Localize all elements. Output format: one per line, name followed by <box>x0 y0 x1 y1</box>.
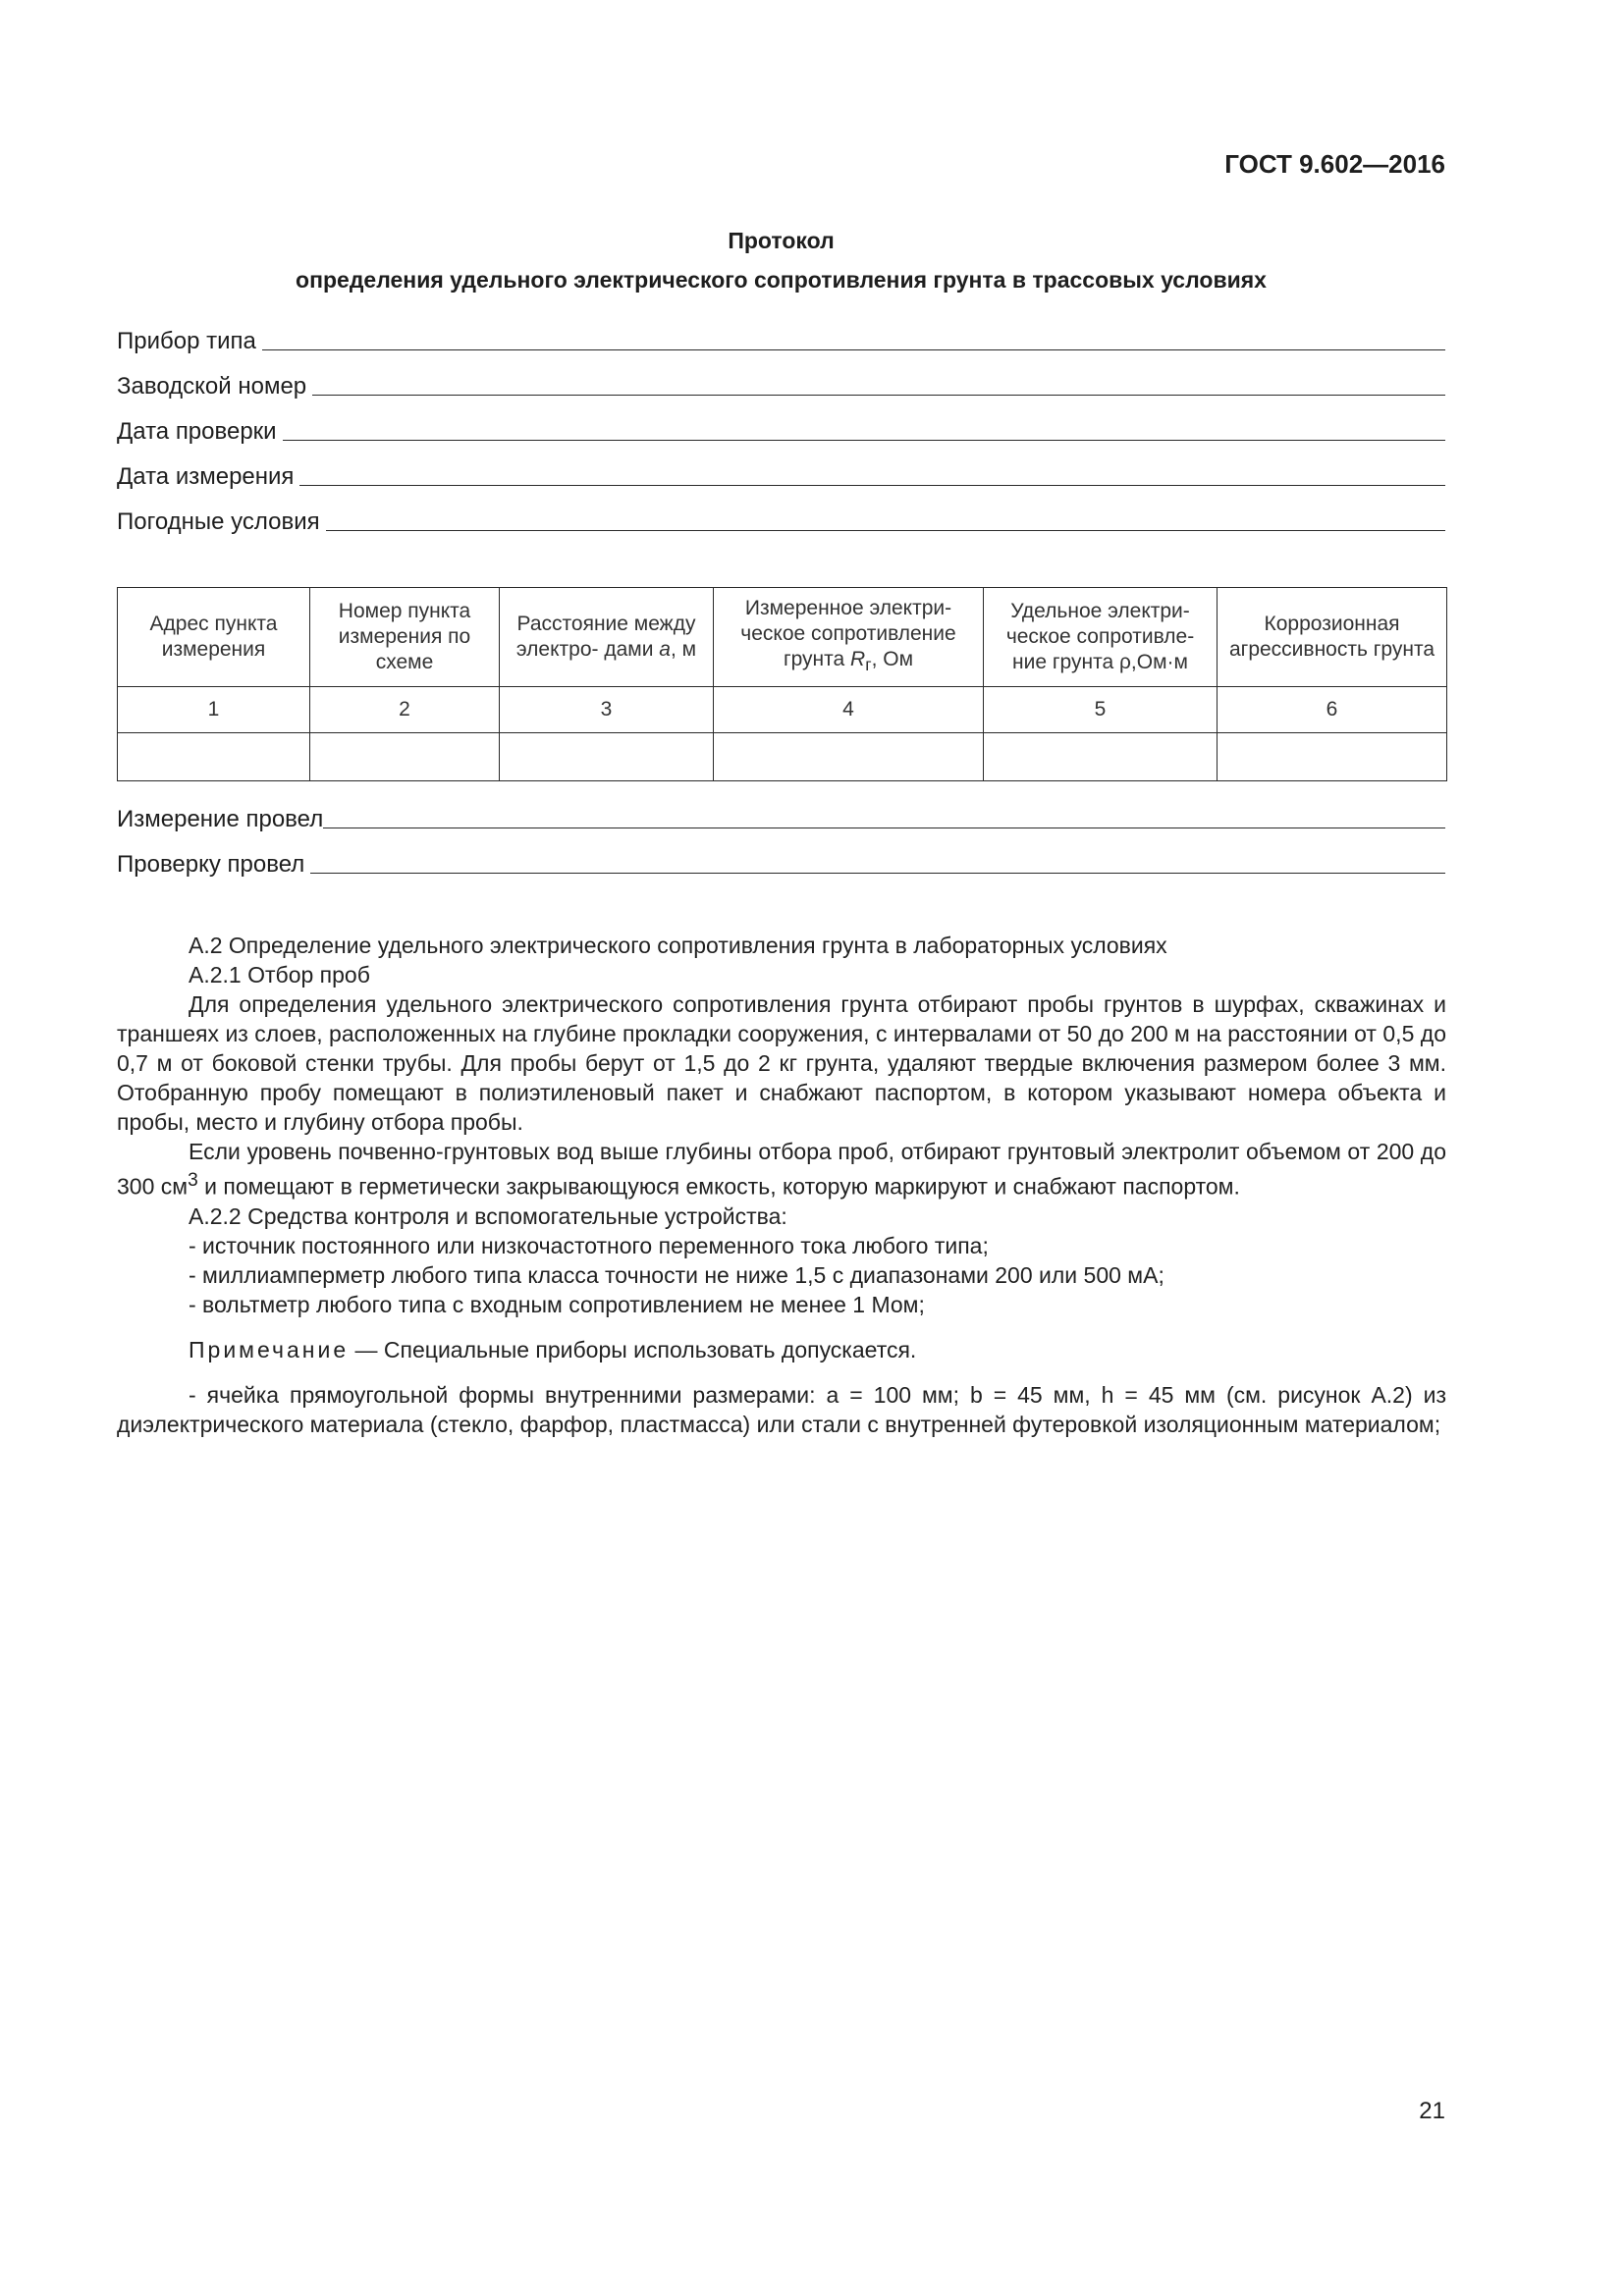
field-check-date <box>117 414 1445 459</box>
field-measure-date <box>117 459 1445 505</box>
field-weather <box>117 505 1445 550</box>
table-cell <box>310 733 500 781</box>
col-number: 2 <box>310 687 500 733</box>
table-cell <box>500 733 714 781</box>
standard-code: ГОСТ 9.602—2016 <box>1224 149 1445 179</box>
table-cell <box>714 733 984 781</box>
col-header-point-number: Номер пункта измерения по схеме <box>310 588 500 687</box>
field-label: Прибор типа <box>117 328 256 354</box>
col-header-measured-resistance: Измеренное электри- ческое сопротивление грунта $R_г$, Ом <box>714 588 984 687</box>
field-label: Дата проверки <box>117 418 277 445</box>
col-number: 5 <box>984 687 1218 733</box>
table-row <box>118 733 1447 781</box>
field-label: Заводской номер <box>117 373 307 400</box>
field-label: Погодные условия <box>117 508 320 535</box>
col-header-distance: Расстояние между электро- дами a, м <box>500 588 714 687</box>
col-number: 1 <box>118 687 310 733</box>
body-text <box>117 931 1446 1439</box>
field-device-type <box>117 324 1445 369</box>
fill-line <box>299 461 1445 486</box>
section-heading: А.2 Определение удельного электрического сопротивления грунта в лабораторных условиях <box>189 933 1167 958</box>
fill-line <box>310 849 1445 874</box>
list-item: - ячейка прямоугольной формы внутренними размерами: а = 100 мм; b = 45 мм, h = 45 мм (см. рисунок А.2) из диэлектрического материала (стекло, фарфор, пластмасса) или стали с внутренней футеровкой изоляционным материалом; <box>117 1381 1446 1437</box>
subsection-heading: А.2.1 Отбор проб <box>189 962 370 988</box>
table-cell <box>984 733 1218 781</box>
fill-line <box>323 804 1445 828</box>
paragraph: Для определения удельного электрического сопротивления грунта отбирают пробы грунтов в шурфах, скважинах и траншеях из слоев, расположенных на глубине прокладки сооружения, с интервалами от 50 до 200 м на расстоянии от 0,5 до 0,7 м от боковой стенки трубы. Для пробы берут от 1,5 до 2 кг грунта, удаляют твердые включения размером более 3 мм. Отобранную пробу помещают в полиэтиленовый пакет и снабжают паспортом, в котором указывают номера объекта и пробы, место и глубину отбора пробы. <box>117 991 1446 1135</box>
protocol-fields <box>117 324 1445 550</box>
fill-line <box>326 507 1445 531</box>
table-header-row <box>118 588 1447 687</box>
fill-line <box>312 371 1445 396</box>
table-cell <box>1218 733 1447 781</box>
list-item: - источник постоянного или низкочастотного переменного тока любого типа; <box>189 1232 989 1258</box>
note-label: Примечание <box>189 1336 350 1362</box>
list-item: - вольтметр любого типа с входным сопротивлением не менее 1 Мом; <box>189 1291 925 1317</box>
col-header-specific-resistance: Удельное электри- ческое сопротивле- ние грунта ρ,Ом·м <box>984 588 1218 687</box>
fill-line <box>262 326 1445 350</box>
protocol-subtitle: определения удельного электрического сопротивления грунта в трассовых условиях <box>296 267 1267 293</box>
field-checked-by <box>117 847 1445 892</box>
table-row <box>118 687 1447 733</box>
col-number: 3 <box>500 687 714 733</box>
field-measured-by <box>117 802 1445 847</box>
signature-fields <box>117 802 1445 892</box>
col-number: 4 <box>714 687 984 733</box>
col-number: 6 <box>1218 687 1447 733</box>
protocol-title: Протокол <box>728 228 835 253</box>
paragraph: Если уровень почвенно-грунтовых вод выше глубины отбора проб, отбирают грунтовый электролит объемом от 200 до 300 $см^3$ и помещают в герметически закрывающуюся емкость, которую маркируют и снабжают паспортом. <box>117 1139 1446 1200</box>
fill-line <box>283 416 1445 441</box>
col-header-corrosivity: Коррозионная агрессивность грунта <box>1218 588 1447 687</box>
col-header-address: Адрес пункта измерения <box>118 588 310 687</box>
field-label: Дата измерения <box>117 463 295 490</box>
field-label: Измерение провел <box>117 806 324 832</box>
table-cell <box>118 733 310 781</box>
field-label: Проверку провел <box>117 851 305 878</box>
page-number: 21 <box>1419 2098 1445 2124</box>
field-serial-number <box>117 369 1445 414</box>
subsection-heading: А.2.2 Средства контроля и вспомогательные устройства: <box>189 1202 787 1229</box>
protocol-table <box>117 587 1447 781</box>
note: Примечание — Специальные приборы использовать допускается. <box>189 1336 917 1362</box>
list-item: - миллиамперметр любого типа класса точности не ниже 1,5 с диапазонами 200 или 500 мА; <box>189 1261 1164 1288</box>
